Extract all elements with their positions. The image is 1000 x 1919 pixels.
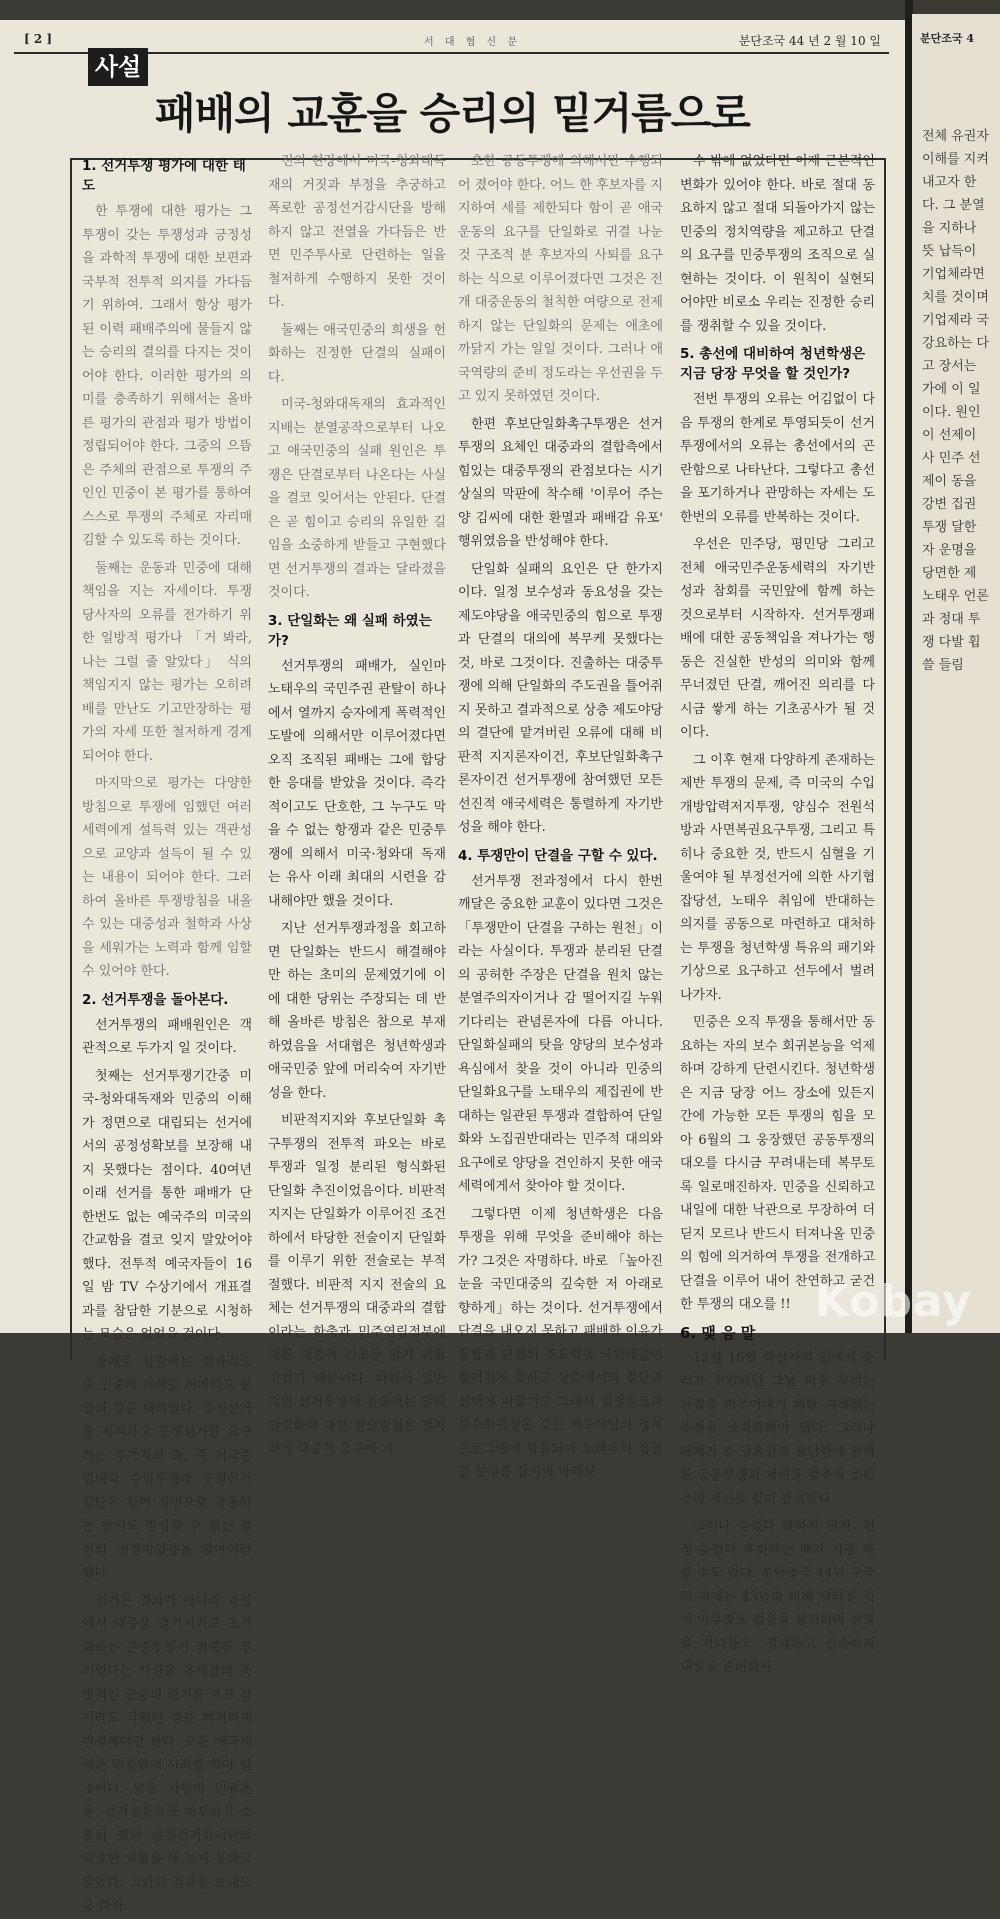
- section-label: 사설: [88, 48, 148, 86]
- paragraph: 한 투쟁에 대한 평가는 그 투쟁이 갖는 투쟁성과 긍정성을 과학적 투쟁에 대한 보편과 국부적 전투적 의지를 가다듬기 위하여. 그래서 항상 평가된 이력 패배주의에 물들지 않는 승리의 결의를 다지는 것이어야 한다. 이러한 평가의 의미를 충족하기 위해서는 올바른 평가의 관점과 평가 방법이 정립되어야 한다. 그중의 으뜸은 주체의 관점으로 투쟁의 주인인 민중이 본 평가를 통하여 스스로 투쟁의 주체로 자리매김할 수 있도록 하는 것이다.: [82, 204, 252, 548]
- paragraph: 단일화 실패의 요인은 단 한가지이다. 일정 보수성과 동요성을 갖는 제도야당을 애국민중의 힘으로 투쟁과 단결의 대의에 복무케 못했다는 것, 바로 그것이다. 진출하는 대중투쟁에 의해 단일화의 주도권을 틀어쥐지 못하고 결과적으로 상층 제도야당의 결단에 맡겨버린 오류에 대해 비판적 지지론자이건, 후보단일화촉구론자이건 선거투쟁에 참여했던 모든 선진적 애국세력은 통렬하게 자기반성을 해야 한다.: [458, 561, 663, 835]
- paragraph: 마지막으로 평가는 다양한 방침으로 투쟁에 임했던 여러 세력에게 설득력 있는 객관성으로 교양과 설득이 될 수 있는 내용이 되어야 한다. 그러하여 올바른 투쟁방침을 내올 수 있는 대중성과 철학과 사상을 세워가는 노력과 함께 임할 수 있어야 한다.: [82, 776, 252, 979]
- paper-name: 서 대 협 신 문: [424, 37, 522, 48]
- paragraph: 선거투쟁의 패배원인은 객관적으로 두가지 일 것이다.: [82, 1017, 252, 1056]
- issue-date: 분단조국 44 년 2 월 10 일: [738, 34, 881, 48]
- paragraph: 지난 선거투쟁과정을 회고하면 단일화는 반드시 해결해야 만 하는 초미의 문제였기에 이에 대한 당위는 주장되는 데 반해 올바른 방침은 참으로 부재하였음을 서대협은 청년학생과 애국민중 앞에 머리숙여 자기반성을 한다.: [268, 921, 446, 1101]
- paragraph: 그 이후 현재 다양하게 존재하는 제반 투쟁의 문제, 즉 미국의 수입개방압력저지투쟁, 양심수 전원석방과 사면복권요구투쟁, 그리고 특히나 중요한 것, 반드시 심혈을 기울여야 될 부정선거에 의한 사기협잡당선, 노태우 취임에 반대하는 의지를 공동으로 마련하고 대처하는 투쟁을 청년학생 특유의 패기와 기상으로 요구하고 선두에서 벌려나가자.: [680, 752, 875, 1003]
- paragraph: 선거투쟁 전과정에서 다시 한번 깨달은 중요한 교훈이 있다면 그것은 「투쟁만이 단결을 구하는 원천」이라는 사실이다. 투쟁과 분리된 단결의 공허한 주장은 단결을 원치 않는 분열주의자이거나 감 떨어지길 누워 기다리는 관념론자에 다름 아니다. 단일화실패의 탓을 양당의 보수성과 욕심에서 찾을 것이 아니라 민중의 단일화요구를 노태우의 제집권에 반대하는 일관된 투쟁과 결합하여 단일화와 노집권반대라는 민주적 대의와 요구에로 양당을 견인하지 못한 애국세력에게서 찾아야 할 것이다.: [458, 873, 663, 1194]
- paragraph: 선거투쟁의 패배가, 실인마 노태우의 국민주권 관탈이 하나에서 열까지 승자에게 폭력적인 도발에 의해서만 이루어졌다면 오직 조직된 패배는 그에 합당한 응대를 받았을 것이다. 즉각적이고도 단호한, 그 누구도 막을 수 없는 항쟁과 같은 민중투쟁에 의해서 미국·청와대 독재는 유사 이래 최대의 시련을 감내해야만 했을 것이다.: [268, 658, 446, 909]
- column-1: [82, 150, 252, 1914]
- paragraph: 초한 공동투쟁에 의해서만 수행되어 졌어야 한다. 어느 한 후보자를 지지하여 세를 제한되다 함이 곧 애국운동의 요구를 단일화로 귀결 나눈 것 구조적 분 후보자의 사퇴를 요구하는 식으로 이루어졌다면 그것은 전개 대중운동의 철칙한 여량으로 전제하지 않는 단일화의 문제는 애초에 까닭지 가는 일일 것이다. 그러나 애국역량의 준비 정도라는 우선권을 두고 있지 못하였던 것이다.: [458, 154, 663, 404]
- section-heading-3: 3. 단일화는 왜 실패 하였는가?: [268, 612, 432, 649]
- section-heading-2: 2. 선거투쟁을 돌아본다.: [82, 991, 229, 1008]
- paragraph: 그러나 늦었다 탓하지 말자. 진정 늦었다 후회하는 때가 가장 빠를 수도 있다. 분단조국 44년 구국의 과제는 43년과 비해 달라진 것이 아무것도 없음을 상기하며 전열을 가다듬고, 경쾌하고 신속하게 내일을 준비하자.: [680, 1519, 875, 1675]
- paragraph: 전의 현장에서 미국-청와대독재의 거짓과 부정을 추궁하고 폭로한 공정선거감시단을 방해하지 않고 전열을 가다듬은 반면 민주투사로 단련하는 일을 철저하게 수행하지 못한 것이다.: [268, 154, 446, 310]
- watermark-logo: Kobay: [814, 1276, 972, 1327]
- page-number: [ 2 ]: [24, 32, 53, 46]
- next-page-text: 전체 유권자 이해를 지켜 내고자 한다. 그 분열을 지하나 뜻 납득이 기업체라면 치를 것이며 기업제라 국 강요하는 다고 장서는 가에 이 일이다. 원인이 선제이 사 민주 선제이 동을 강변 집권 투쟁 달한 자 운명을 당면한 제 노태우 언론과 정대 투쟁 다발 휩쓸 들림: [922, 129, 989, 673]
- column-3: [458, 150, 663, 1480]
- paragraph: 민중은 오직 투쟁을 통해서만 동요하는 자의 보수 회귀본능을 억제하며 강하게 단련시킨다. 청년학생은 지금 당장 어느 장소에 있든지간에 가능한 모든 투쟁의 힘을 모아 6월의 그 웅장했던 공동투쟁의 대오를 다시금 꾸려내는데 복무토록 일로매진하자. 민중을 신뢰하고 내일에 대한 낙관으로 무장하여 더딛지 모르나 반드시 터져나올 민중의 힘에 의거하여 투쟁을 전개하고 단결을 이루어 내어 찬연하고 굳건한 투쟁의 대오를 !!: [680, 1015, 875, 1312]
- column-2: [268, 150, 446, 1457]
- next-page-header: 분단조국 4: [920, 32, 974, 45]
- paragraph: 둘째는 운동과 민중에 대해 책임을 지는 자세이다. 투쟁 당사자의 오류를 전가하기 위한 일방적 평가나 「거 봐라, 나는 그럴 줄 알았다」 식의 책임지지 않는 평가는 오히려 배를 만난도 기고만장하는 평가의 자세 또한 철저하게 경계되어야 한다.: [82, 560, 252, 764]
- paragraph: 그렇다면 이제 청년학생은 다음 투쟁을 위해 무엇을 준비해야 하는가? 그것은 자명하다. 바로 「높아진 눈을 국민대중의 깊숙한 저 아래로 향하게」하는 것이다. 선거투쟁에서 단결을 내오지 못하고 패배한 이유가 통합과 단결의 주도력을 국민대중이 틀어쥐지 못하고 상층에서의 결단과 선택에 떠맡기고 그래서 일정동요와 보수회귀성을 갖는 제도야당의 정치프로그램에 함몰되어 노태우의 집권을 분루를 삼키며 바라보: [458, 1206, 663, 1480]
- paragraph: 수 밖에 없었다면 이제 근본적인 변화가 있어야 한다. 바로 절대 동요하지 않고 절대 되돌아가지 않는 민중의 정치역량을 제고하고 단결의 요구를 민중투쟁의 조직으로 실현하는 것이다. 이 원칙이 실현되어야만 비로소 우리는 진정한 승리를 쟁취할 수 있을 것이다.: [680, 154, 875, 334]
- paragraph: 비판적지지와 후보단일화 촉구투쟁의 전투적 파오는 바로 투쟁과 일정 분리된 형식화된 단일화 추진이었음이다. 비판적 지지는 단일화가 이루어진 조건하에서 타당한 전술이지 단일화를 이루기 위한 전술로는 부적절했다. 비판적 지지 전술의 요체는 선거투쟁의 대중과의 결합이라는 한축과 민주연립정부에 대한 대중적 기초를 닦기 위함이었기 때문이다. 따라서 일반적인 선거투쟁의 전술과는 달리 단일화에 대한 전술방침은 철저하게 대중적 요구에 기: [268, 1113, 446, 1457]
- section-heading-1: 1. 선거투쟁 평가에 대한 태도: [82, 158, 246, 194]
- paragraph: 첫째는 선거투쟁기간중 미국-청와대독재와 민중의 이해가 정면으로 대립되는 선거에서의 공정성확보를 보장해 내지 못했다는 점이다. 40여년 이래 선거를 통한 패배가 단 한번도 없는 예국주의 미국의 간교함을 결코 잊지 말았어야 했다. 전투적 예국자들이 16일 밤 TV 수상기에서 개표결과를 참담한 기분으로 시청하는 모습은 없었을 것이다.: [82, 1068, 252, 1342]
- paragraph: 미국-청와대독재의 효과적인 지배는 분열공작으로부터 나오고 애국민중의 실패 원인은 투쟁은 단결로부터 나온다는 사실을 결코 잊어서는 안된다. 단결은 곧 힘이고 승리의 유일한 길임을 소중하게 받들고 구현했다면 선거투쟁의 결과는 달라졌을 것이다.: [268, 397, 446, 600]
- paragraph: 우선은 민주당, 평민당 그리고 전체 애국민주운동세력의 자기반성과 참회를 국민앞에 함께 하는 것으로부터 시작하자. 선거투쟁패배에 대한 공동책임을 져나가는 행동은 진실한 반성의 의미와 함께 무너졌던 단결, 깨어진 의리를 다시금 쌓게 하는 기초공사가 될 것이다.: [680, 537, 875, 740]
- paragraph: 전번 투쟁의 오류는 어김없이 다음 투쟁의 한계로 투영되듯이 선거투쟁에서의 오류는 총선에서의 곤란함으로 나타난다. 그렇다고 총선을 포기하거나 관망하는 자세는 도 한번의 오류를 반복하는 것이다.: [680, 392, 875, 525]
- section-heading-5: 5. 총선에 대비하여 청년학생은 지금 당장 무엇을 할 것인가?: [680, 346, 866, 382]
- column-4: [680, 150, 875, 1675]
- paragraph: 12월 16일 학살자의 입에서 승리가 선언되던 그날 이후 우리는 단결을 이루어내기 위한 지혜없는 투쟁을 조직화해야 했다. 그러나 패배가 준 당혹감과 참담함에 완벽한 공동투쟁의 채비를 갖추지 못한 우리 자신을 깊이 반성한다.: [680, 1350, 875, 1507]
- paragraph: 한편 후보단일화촉구투쟁은 선거투쟁의 요체인 대중과의 결합측에서 힘있는 대중투쟁의 관점보다는 시기상실의 막판에 착수해 '이루어 주는 양 김씨에 대한 환멸과 패배감 유포' 행위였음을 반성해야 한다.: [458, 416, 663, 549]
- paragraph: 둘째로 양김씨는 결과적으로 민중의 이해를 저버리고 분열의 길을 택하였다. 부정선거를 지지하고 공정선거를 요구하는 두가지의 축, 즉 거국중립내각 수립투쟁과 공정선거감단은 힘이 정면으로 충돌하는 한시도 방심할 수 없는 결전의 전장이었음을 알아야만 했다.: [82, 1354, 252, 1581]
- paragraph: 선거는 결과가 아니라 과정에서 대중을 결기시키고 조직화하는 군중투쟁이 위력한 무기였다는 사실을 유세장의 폭발적인 군중의 열기를 보고 잠시라도 각했던 점을 뼈저리게 반성해야만 한다. 모든 애국세력은 민중앞에 사죄를 해야 할 것이다. 낡은 차원의 민권운동, 선거운동으로 치부하고 소홀히 했던 공정선거감시단의 막중한 역할을 해 보지 못하고 말았다. 그리고 결과를 보내도록 하자.: [82, 1593, 252, 1914]
- section-heading-4: 4. 투쟁만이 단결을 구할 수 있다.: [458, 847, 658, 864]
- paragraph: 둘째는 애국민중의 희생을 헌화하는 진정한 단결의 실패이다.: [268, 322, 446, 385]
- editorial-headline: 패배의 교훈을 승리의 밑거름으로: [155, 89, 750, 138]
- section-heading-6: 6. 맺 음 말: [680, 1323, 756, 1342]
